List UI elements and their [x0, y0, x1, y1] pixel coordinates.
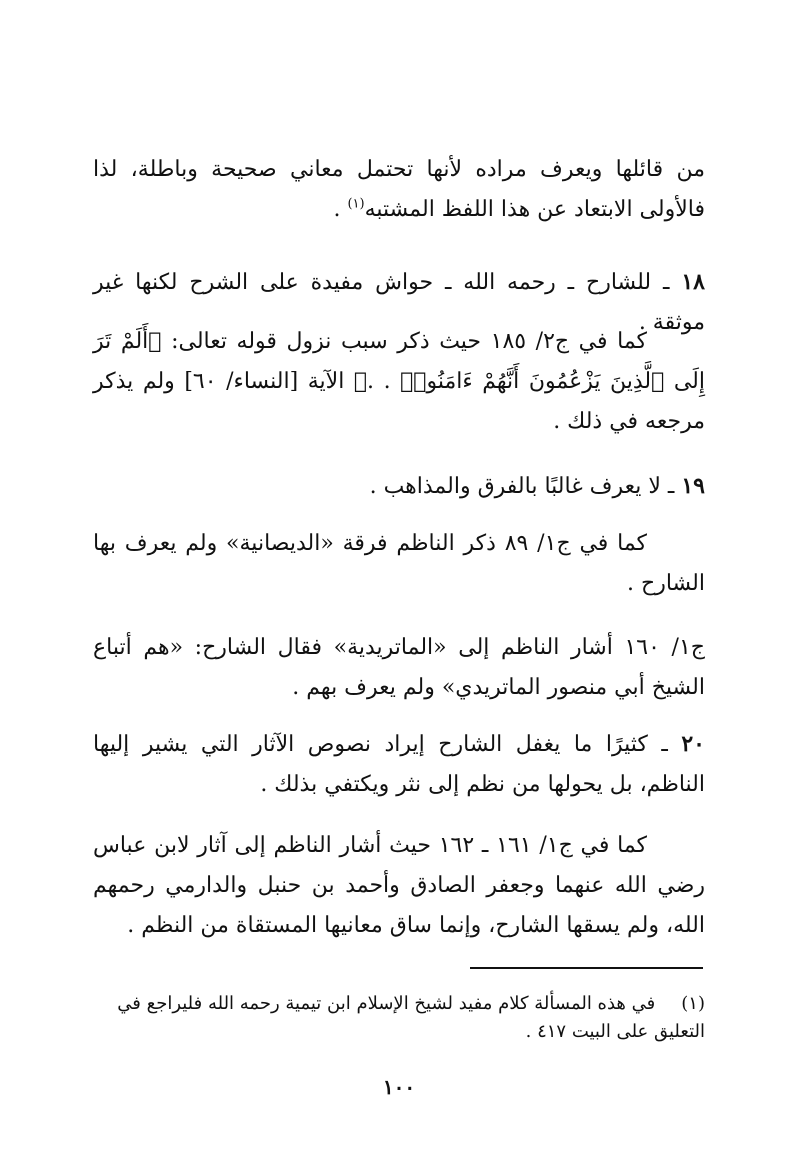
paragraph-end: . — [333, 197, 341, 222]
example-text: ج١/ ١٦٠ أشار الناظم إلى «الماتريدية» فقال الشارح: «هم أتباع الشيخ أبي منصور الماتريدي» ولم يعرف بهم . — [93, 635, 705, 700]
item-19 — [93, 466, 705, 507]
item-number: ١٩ — [681, 473, 705, 499]
item-18-example — [93, 322, 705, 442]
item-text: ـ لا يعرف غالبًا بالفرق والمذاهب . — [369, 474, 675, 499]
footnote-marker: (١) — [681, 993, 705, 1014]
paragraph-continuation — [93, 150, 705, 230]
item-19-example-1 — [93, 524, 705, 604]
example-text: كما في ج١/ ٨٩ ذكر الناظم فرقة «الديصانية» ولم يعرف بها الشارح . — [93, 531, 705, 596]
item-19-example-2 — [93, 628, 705, 708]
item-text: ـ كثيرًا ما يغفل الشارح إيراد نصوص الآثار التي يشير إليها الناظم، بل يحولها من نظم إلى نثر ويكتفي بذلك . — [93, 732, 705, 797]
paragraph-text: من قائلها ويعرف مراده لأنها تحتمل معاني صحيحة وباطلة، لذا فالأولى الابتعاد عن هذا اللفظ المشتبه — [93, 157, 705, 222]
item-20-example — [93, 826, 705, 946]
item-20 — [93, 724, 705, 805]
footnote-divider — [470, 967, 703, 969]
example-text: كما في ج١/ ١٦١ ـ ١٦٢ حيث أشار الناظم إلى آثار لابن عباس رضي الله عنهما وجعفر الصادق وأحمد بن حنبل والدارمي رحمهم الله، ولم يسقها الشارح، وإنما ساق معانيها المستقاة من النظم . — [93, 833, 705, 938]
item-text: ـ للشارح ـ رحمه الله ـ حواش مفيدة على الشرح لكنها غير موثقة . — [93, 270, 705, 335]
item-number: ١٨ — [681, 269, 705, 295]
footnote-text: في هذه المسألة كلام مفيد لشيخ الإسلام ابن تيمية رحمه الله فليراجع في التعليق على البيت ٤١٧ . — [117, 993, 705, 1042]
page-number: ١٠٠ — [382, 1075, 416, 1099]
footnote-reference: (١) — [347, 196, 365, 212]
item-number: ٢٠ — [681, 731, 705, 757]
footnote — [93, 990, 705, 1046]
example-text: كما في ج٢/ ١٨٥ حيث ذكر سبب نزول قوله تعالى: ﴿أَلَمْ تَرَ إِلَى ٱلَّذِينَ يَزْعُمُونَ أَنَّهُمْ ءَامَنُوا۟ . .﴾ الآية [النساء/ ٦٠] ولم يذكر مرجعه في ذلك . — [93, 329, 705, 434]
